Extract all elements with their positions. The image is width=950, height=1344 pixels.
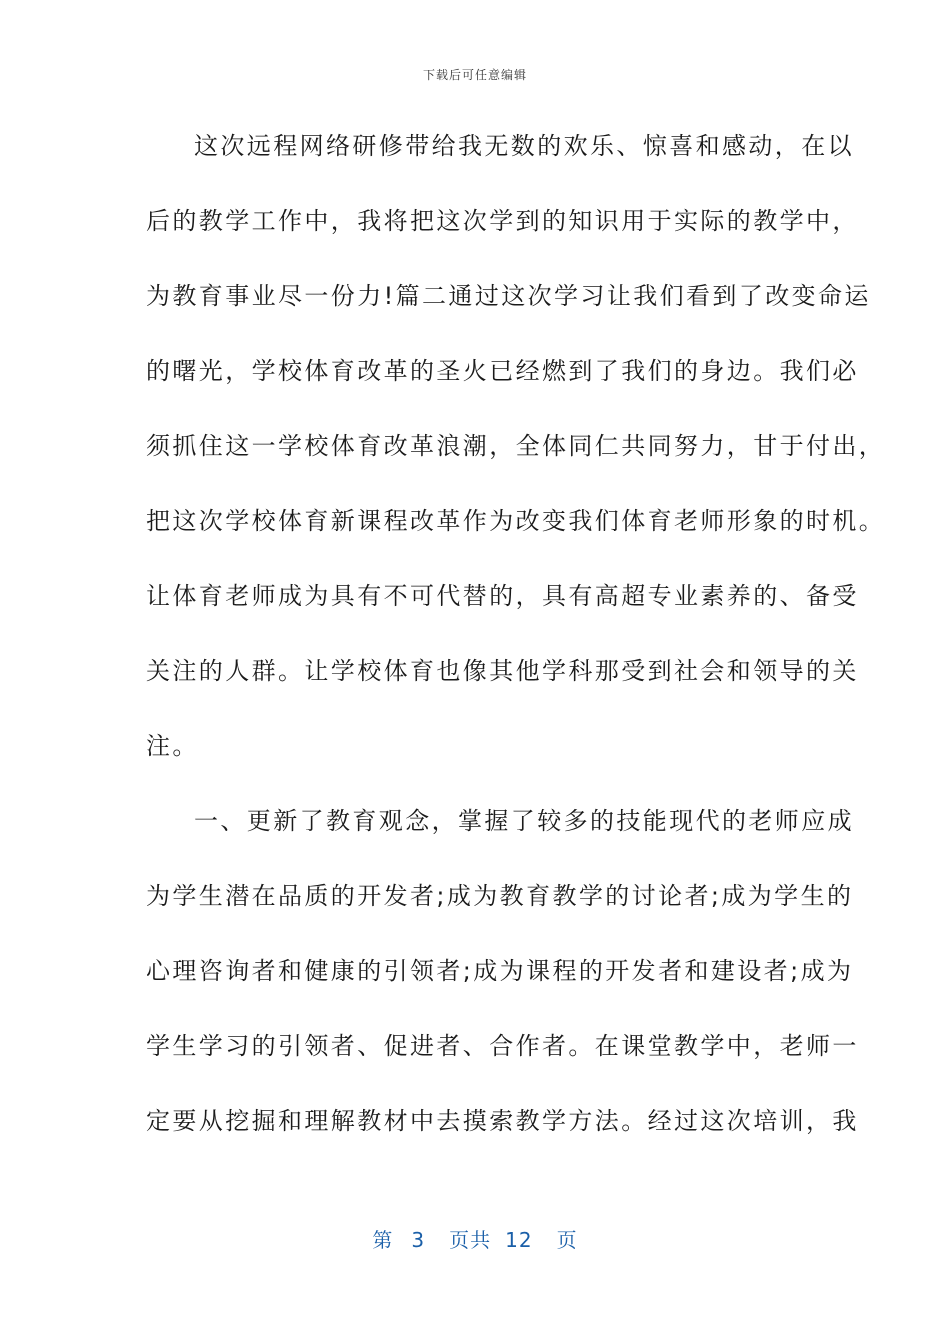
paragraph-line: 让体育老师成为具有不可代替的，具有高超专业素养的、备受 bbox=[146, 582, 859, 610]
paragraph-line: 把这次学校体育新课程改革作为改变我们体育老师形象的时机。 bbox=[146, 507, 886, 535]
header-note: 下载后可任意编辑 bbox=[422, 68, 527, 82]
paragraph-line: 学生学习的引领者、促进者、合作者。在课堂教学中，老师一 bbox=[146, 1032, 859, 1060]
page-suffix: 页 bbox=[556, 1228, 578, 1252]
page-prefix: 第 bbox=[372, 1228, 394, 1252]
paragraph-line: 心理咨询者和健康的引领者;成为课程的开发者和建设者;成为 bbox=[146, 957, 854, 985]
current-page-number: 3 bbox=[411, 1228, 426, 1252]
total-pages-number: 12 bbox=[505, 1228, 533, 1252]
body-text bbox=[146, 120, 886, 1170]
paragraph-line: 一、更新了教育观念，掌握了较多的技能现代的老师应成 bbox=[194, 807, 854, 835]
paragraph-line: 的曙光，学校体育改革的圣火已经燃到了我们的身边。我们必 bbox=[146, 357, 859, 385]
paragraph-line: 为学生潜在品质的开发者;成为教育教学的讨论者;成为学生的 bbox=[146, 882, 854, 910]
paragraph-line: 关注的人群。让学校体育也像其他学科那受到社会和领导的关 bbox=[146, 657, 859, 685]
paragraph-line: 后的教学工作中，我将把这次学到的知识用于实际的教学中， bbox=[146, 207, 859, 235]
paragraph-line: 定要从挖掘和理解教材中去摸索教学方法。经过这次培训，我 bbox=[146, 1107, 859, 1135]
paragraph-line: 注。 bbox=[146, 732, 199, 760]
paragraph-line: 为教育事业尽一份力!篇二通过这次学习让我们看到了改变命运 bbox=[146, 282, 871, 310]
page-middle-text: 页共 bbox=[449, 1228, 492, 1252]
paragraph-line: 这次远程网络研修带给我无数的欢乐、惊喜和感动，在以 bbox=[194, 132, 854, 160]
page-number-footer bbox=[0, 1224, 950, 1253]
paragraph-line: 须抓住这一学校体育改革浪潮，全体同仁共同努力，甘于付出， bbox=[146, 432, 886, 460]
